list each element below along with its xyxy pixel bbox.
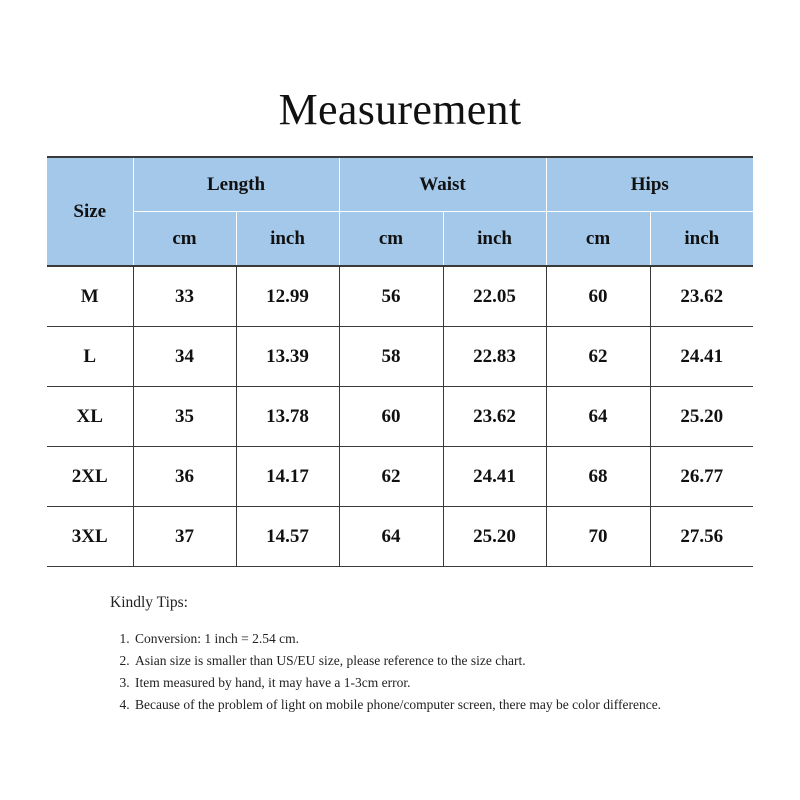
unit-header: cm <box>339 212 443 267</box>
value-cell: 13.78 <box>236 387 339 447</box>
unit-header: inch <box>236 212 339 267</box>
value-cell: 14.57 <box>236 507 339 567</box>
unit-header: cm <box>546 212 650 267</box>
value-cell: 23.62 <box>650 266 753 327</box>
tip-item: 4. Because of the problem of light on mobile phone/computer screen, there may be color difference. <box>133 694 670 716</box>
hips-group-header: Hips <box>546 157 753 212</box>
value-cell: 25.20 <box>650 387 753 447</box>
table-row <box>47 266 753 327</box>
size-column-header: Size <box>47 157 133 266</box>
size-chart-table <box>47 156 753 567</box>
value-cell: 36 <box>133 447 236 507</box>
value-cell: 25.20 <box>443 507 546 567</box>
value-cell: 64 <box>546 387 650 447</box>
value-cell: 64 <box>339 507 443 567</box>
value-cell: 60 <box>546 266 650 327</box>
size-cell: 3XL <box>47 507 133 567</box>
value-cell: 13.39 <box>236 327 339 387</box>
table-body <box>47 266 753 567</box>
value-cell: 33 <box>133 266 236 327</box>
unit-header: inch <box>650 212 753 267</box>
size-cell: XL <box>47 387 133 447</box>
value-cell: 24.41 <box>443 447 546 507</box>
unit-header: inch <box>443 212 546 267</box>
kindly-tips <box>110 594 670 716</box>
value-cell: 12.99 <box>236 266 339 327</box>
value-cell: 56 <box>339 266 443 327</box>
value-cell: 14.17 <box>236 447 339 507</box>
value-cell: 35 <box>133 387 236 447</box>
header-row-groups <box>47 157 753 212</box>
header-row-units <box>47 212 753 267</box>
value-cell: 22.83 <box>443 327 546 387</box>
value-cell: 22.05 <box>443 266 546 327</box>
table-row <box>47 507 753 567</box>
length-group-header: Length <box>133 157 339 212</box>
tip-item: 1. Conversion: 1 inch = 2.54 cm. <box>133 628 670 650</box>
tip-item: 2. Asian size is smaller than US/EU size, please reference to the size chart. <box>133 650 670 672</box>
tip-item: 3. Item measured by hand, it may have a 1-3cm error. <box>133 672 670 694</box>
value-cell: 23.62 <box>443 387 546 447</box>
value-cell: 70 <box>546 507 650 567</box>
size-cell: L <box>47 327 133 387</box>
page-title: Measurement <box>278 85 522 134</box>
tips-list <box>110 628 670 716</box>
value-cell: 60 <box>339 387 443 447</box>
value-cell: 58 <box>339 327 443 387</box>
value-cell: 26.77 <box>650 447 753 507</box>
unit-header: cm <box>133 212 236 267</box>
value-cell: 27.56 <box>650 507 753 567</box>
size-cell: 2XL <box>47 447 133 507</box>
value-cell: 62 <box>546 327 650 387</box>
table-row <box>47 327 753 387</box>
waist-group-header: Waist <box>339 157 546 212</box>
table-header <box>47 157 753 266</box>
value-cell: 62 <box>339 447 443 507</box>
tips-heading: Kindly Tips: <box>110 594 188 611</box>
size-cell: M <box>47 266 133 327</box>
table-row <box>47 387 753 447</box>
table-row <box>47 447 753 507</box>
value-cell: 68 <box>546 447 650 507</box>
value-cell: 24.41 <box>650 327 753 387</box>
value-cell: 37 <box>133 507 236 567</box>
value-cell: 34 <box>133 327 236 387</box>
